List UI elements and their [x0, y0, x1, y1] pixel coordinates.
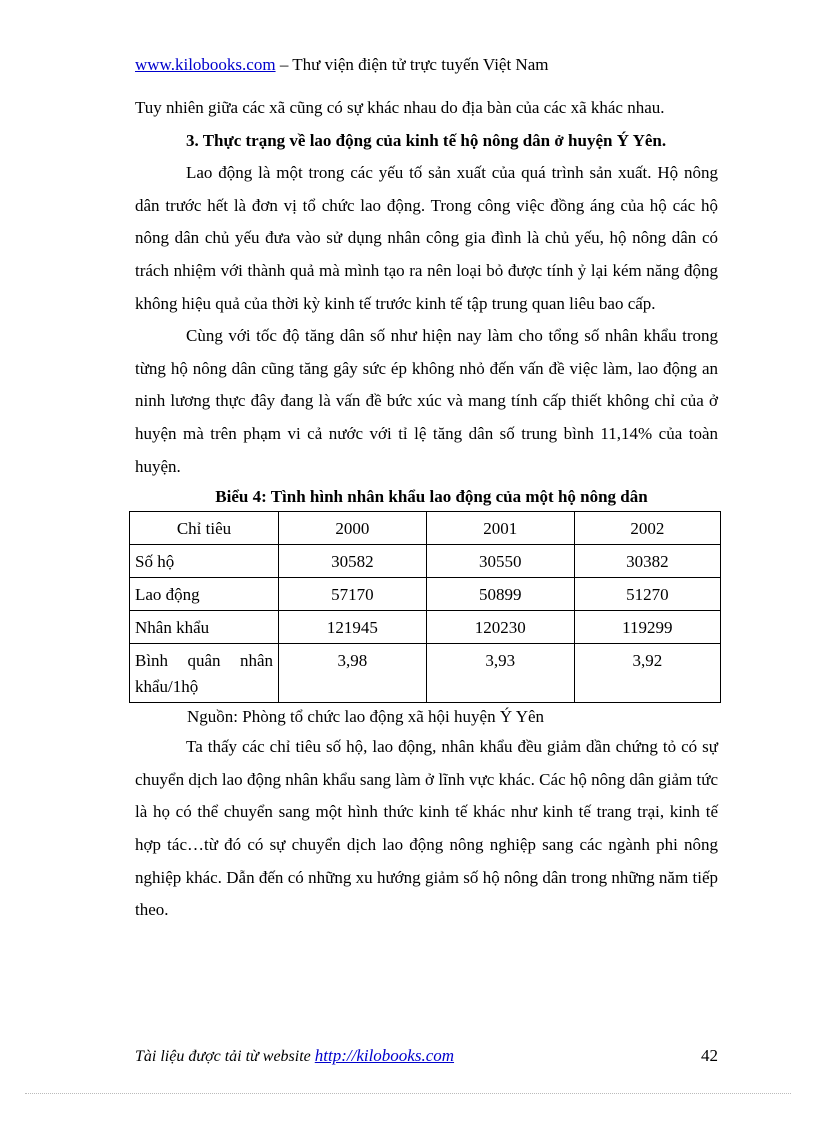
- table-row: [130, 611, 721, 644]
- row-label: Bình quân nhân khẩu/1hộ: [130, 644, 279, 703]
- page-bottom-divider: [25, 1093, 791, 1094]
- table-cell: 50899: [426, 578, 574, 611]
- row-label: Nhân khẩu: [130, 611, 279, 644]
- header-cell: 2002: [574, 512, 720, 545]
- site-link[interactable]: www.kilobooks.com: [135, 55, 276, 74]
- table-cell: 30582: [279, 545, 427, 578]
- header-cell: 2000: [279, 512, 427, 545]
- table-caption: Biểu 4: Tình hình nhân khẩu lao động của một hộ nông dân: [215, 487, 648, 507]
- footer-text: Tài liệu được tải từ website: [135, 1048, 315, 1065]
- site-tagline: – Thư viện điện tử trực tuyến Việt Nam: [275, 55, 549, 74]
- table-header-row: [130, 512, 721, 545]
- table-cell: 119299: [574, 611, 720, 644]
- table-cell: 121945: [279, 611, 427, 644]
- table-cell: 3,98: [279, 644, 427, 703]
- paragraph-4: Ta thấy các chỉ tiêu số hộ, lao động, nhân khẩu đều giảm dần chứng tỏ có sự chuyển dịch lao động nhân khẩu sang làm ở lĩnh vực khác. Các hộ nông dân giảm tức là họ có thể chuyển sang một hình thức kinh tế khác như kinh tế trang trại, kinh tế hợp tác…từ đó có sự chuyển dịch lao động nông nghiệp sang các ngành phi nông nghiệp khác. Dẫn đến có những xu hướng giảm số hộ nông dân trong những năm tiếp theo.: [135, 737, 718, 920]
- data-table: [129, 511, 721, 703]
- document-body: [135, 92, 718, 927]
- page-header: [135, 55, 548, 75]
- table-cell: 30382: [574, 545, 720, 578]
- table-cell: 30550: [426, 545, 574, 578]
- paragraph-1: Tuy nhiên giữa các xã cũng có sự khác nhau do địa bàn của các xã khác nhau.: [135, 98, 665, 117]
- paragraph-2: Lao động là một trong các yếu tố sản xuất của quá trình sản xuất. Hộ nông dân trước hết là đơn vị tổ chức lao động. Trong công việc đồng áng của hộ các hộ nông dân chủ yếu đưa vào sử dụng nhân công gia đình là chủ yếu, hộ nông dân có trách nhiệm với thành quả mà mình tạo ra nên loại bỏ được tính ỷ lại kém năng động không hiệu quả của thời kỳ kinh tế trước kinh tế tập trung quan liêu bao cấp.: [135, 163, 718, 313]
- header-cell: 2001: [426, 512, 574, 545]
- row-label: Số hộ: [130, 545, 279, 578]
- paragraph-3: Cùng với tốc độ tăng dân số như hiện nay làm cho tổng số nhân khẩu trong từng hộ nông dân cũng tăng gây sức ép không nhỏ đến vấn đề việc làm, lao động an ninh lương thực đây đang là vấn đề bức xúc và mang tính cấp thiết không chỉ của ở huyện mà trên phạm vi cả nước với tỉ lệ tăng dân số trung bình 11,14% của toàn huyện.: [135, 326, 718, 476]
- footer-link[interactable]: http://kilobooks.com: [314, 1046, 455, 1065]
- table-row: [130, 644, 721, 703]
- table-cell: 3,93: [426, 644, 574, 703]
- page-footer: [135, 1046, 718, 1066]
- table-cell: 120230: [426, 611, 574, 644]
- table-cell: 57170: [279, 578, 427, 611]
- table-row: [130, 545, 721, 578]
- table-row: [130, 578, 721, 611]
- table-source: Nguồn: Phòng tổ chức lao động xã hội huyện Ý Yên: [187, 707, 545, 727]
- page-number: 42: [701, 1046, 718, 1065]
- row-label: Lao động: [130, 578, 279, 611]
- header-cell: Chỉ tiêu: [130, 512, 279, 545]
- table-cell: 3,92: [574, 644, 720, 703]
- section-heading: 3. Thực trạng về lao động của kinh tế hộ nông dân ở huyện Ý Yên.: [186, 130, 667, 150]
- table-cell: 51270: [574, 578, 720, 611]
